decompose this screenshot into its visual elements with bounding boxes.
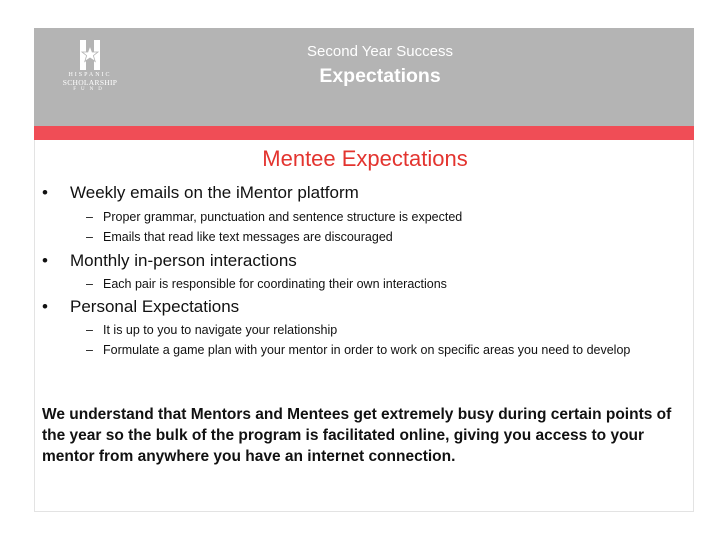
hispanic-scholarship-fund-logo	[50, 40, 130, 102]
sub-bullet-text: Proper grammar, punctuation and sentence structure is expected	[103, 210, 463, 224]
sub-bullet-text: Each pair is responsible for coordinating their own interactions	[103, 277, 447, 291]
slide-title: Expectations	[319, 65, 441, 87]
bullet-dot: •	[42, 251, 48, 270]
sub-bullet-dash: –	[86, 210, 93, 224]
bullet-text: Weekly emails on the iMentor platform	[70, 183, 359, 202]
bullet-text: Personal Expectations	[70, 297, 240, 316]
sub-bullet-text: Formulate a game plan with your mentor in order to work on specific areas you need to develop	[103, 343, 631, 357]
sub-bullet-dash: –	[86, 277, 93, 291]
closing-paragraph: We understand that Mentors and Mentees get extremely busy during certain points of the year so the bulk of the program is facilitated online, giving you access to your mentor from anywhere you have an internet connection.	[42, 406, 672, 465]
sub-bullet-dash: –	[86, 323, 93, 337]
logo-line-fund: FUND	[73, 86, 107, 92]
bullet-dot: •	[42, 183, 48, 202]
sub-bullet-text: Emails that read like text messages are discouraged	[103, 230, 393, 244]
slide-subtitle: Second Year Success	[307, 43, 453, 60]
sub-bullet-dash: –	[86, 343, 93, 357]
bullet-dot: •	[42, 297, 48, 316]
header-accent-bar	[34, 126, 694, 140]
logo-line-scholarship: SCHOLARSHIP	[62, 77, 118, 87]
bullet-text: Monthly in-person interactions	[70, 251, 297, 270]
sub-bullet-dash: –	[86, 230, 93, 244]
sub-bullet-text: It is up to you to navigate your relationship	[103, 323, 338, 337]
logo-line-hispanic: HISPANIC	[68, 72, 112, 78]
content-heading: Mentee Expectations	[262, 146, 468, 171]
h-star-logo-icon	[77, 40, 103, 70]
